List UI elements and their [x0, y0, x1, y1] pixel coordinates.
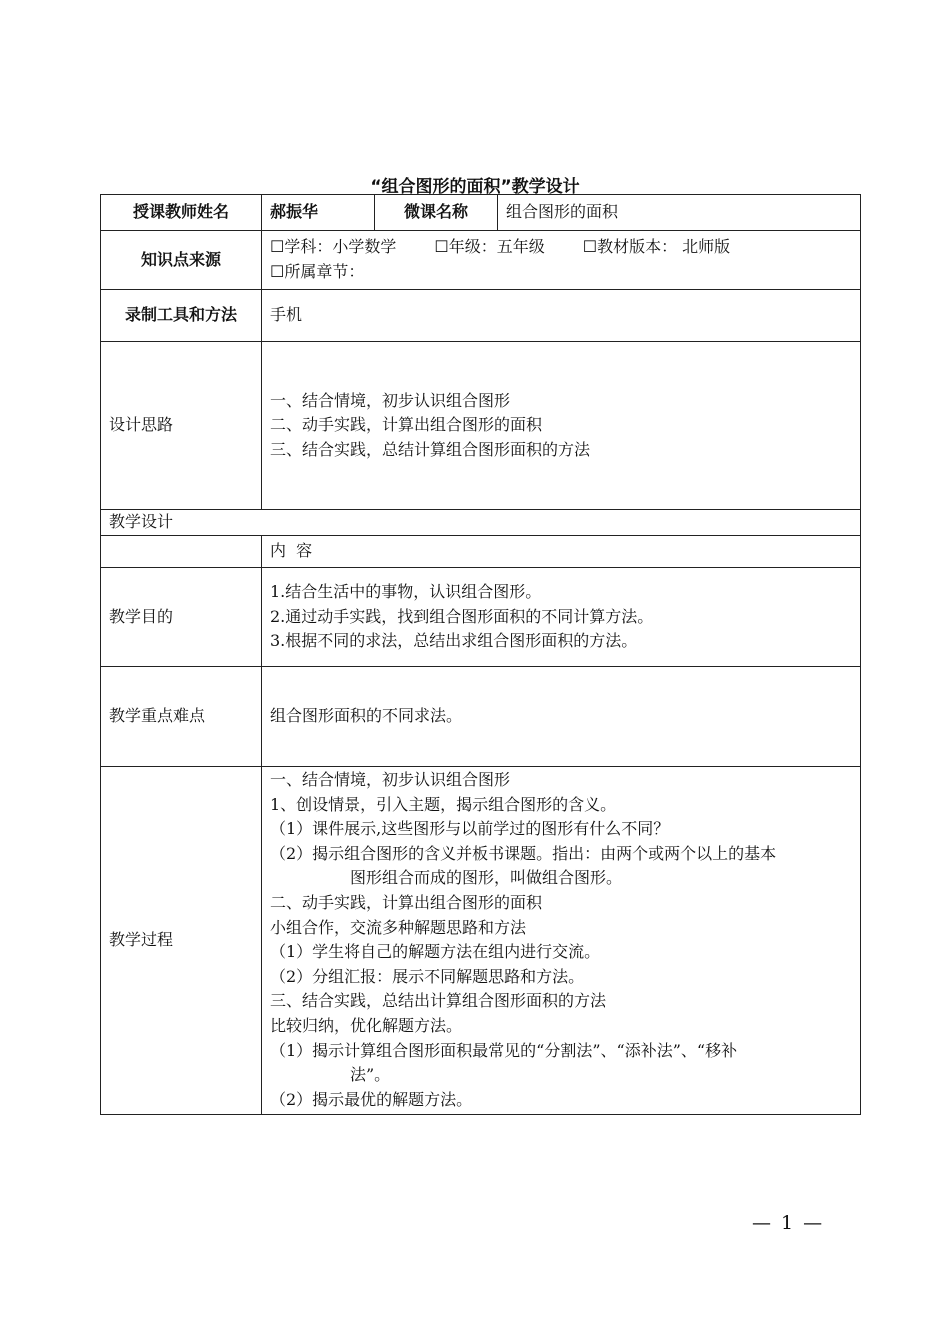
process-line: （2）揭示最优的解题方法。 — [270, 1089, 473, 1109]
content-header: 内 容 — [262, 536, 861, 568]
process-content — [262, 767, 861, 1115]
process-line: （2）揭示组合图形的含义并板书课题。指出：由两个或两个以上的基本 — [270, 843, 777, 863]
process-line: 图形组合而成的图形，叫做组合图形。 — [350, 868, 623, 888]
key-point-value: 组合图形面积的不同求法。 — [262, 667, 861, 767]
key-point-row — [101, 667, 861, 767]
process-line: （2）分组汇报：展示不同解题思路和方法。 — [270, 966, 585, 986]
source-grade: ☐年级：五年级 — [434, 237, 545, 257]
lesson-design-table — [100, 194, 861, 1115]
course-label: 微课名称 — [375, 195, 498, 231]
source-label: 知识点来源 — [101, 231, 262, 290]
design-idea-line: 一、结合情境，初步认识组合图形 — [270, 390, 511, 410]
design-idea-content — [262, 342, 861, 510]
design-idea-row — [101, 342, 861, 510]
source-row — [101, 231, 861, 290]
goal-line: 2.通过动手实践，找到组合图形面积的不同计算方法。 — [270, 606, 654, 626]
process-line: （1）课件展示,这些图形与以前学过的图形有什么不同？ — [270, 819, 670, 839]
process-line: 二、动手实践，计算出组合图形的面积 — [270, 892, 543, 912]
process-line: 一、结合情境，初步认识组合图形 — [270, 770, 511, 789]
process-line: 三、结合实践，总结出计算组合图形面积的方法 — [270, 991, 607, 1011]
content-header-row — [101, 536, 861, 568]
design-idea-line: 三、结合实践，总结计算组合图形面积的方法 — [270, 439, 591, 459]
section-row — [101, 510, 861, 536]
process-line: （1）学生将自己的解题方法在组内进行交流。 — [270, 942, 601, 962]
process-label: 教学过程 — [101, 767, 262, 1115]
teacher-row — [101, 195, 861, 231]
content-header-empty — [101, 536, 262, 568]
teacher-name: 郝振华 — [262, 195, 375, 231]
course-name: 组合图形的面积 — [498, 195, 861, 231]
goal-label: 教学目的 — [101, 568, 262, 667]
tools-value: 手机 — [262, 290, 861, 342]
page-number: — 1 — — [752, 1212, 825, 1234]
source-edition: ☐教材版本： 北师版 — [582, 237, 731, 257]
tools-label: 录制工具和方法 — [101, 290, 262, 342]
goal-line: 1.结合生活中的事物，认识组合图形。 — [270, 582, 542, 602]
section-label: 教学设计 — [101, 510, 861, 536]
process-row — [101, 767, 861, 1115]
design-idea-line: 二、动手实践，计算出组合图形的面积 — [270, 415, 543, 435]
process-line: 比较归纳，优化解题方法。 — [270, 1015, 463, 1035]
source-value — [262, 231, 861, 290]
source-chapter: ☐所属章节： — [270, 262, 365, 281]
teacher-label: 授课教师姓名 — [101, 195, 262, 231]
goal-row — [101, 568, 861, 667]
process-line: （1）揭示计算组合图形面积最常见的“分割法”、“添补法”、“移补 — [270, 1040, 738, 1060]
design-idea-label: 设计思路 — [101, 342, 262, 510]
process-line: 小组合作，交流多种解题思路和方法 — [270, 917, 527, 937]
tools-row — [101, 290, 861, 342]
document-title: “组合图形的面积”教学设计 — [370, 177, 580, 197]
source-subject: ☐学科：小学数学 — [270, 237, 397, 257]
goal-line: 3.根据不同的求法，总结出求组合图形面积的方法。 — [270, 631, 638, 651]
process-line: 1、创设情景，引入主题，揭示组合图形的含义。 — [270, 794, 617, 814]
goal-content — [262, 568, 861, 667]
key-point-label: 教学重点难点 — [101, 667, 262, 767]
process-line: 法”。 — [350, 1065, 391, 1085]
